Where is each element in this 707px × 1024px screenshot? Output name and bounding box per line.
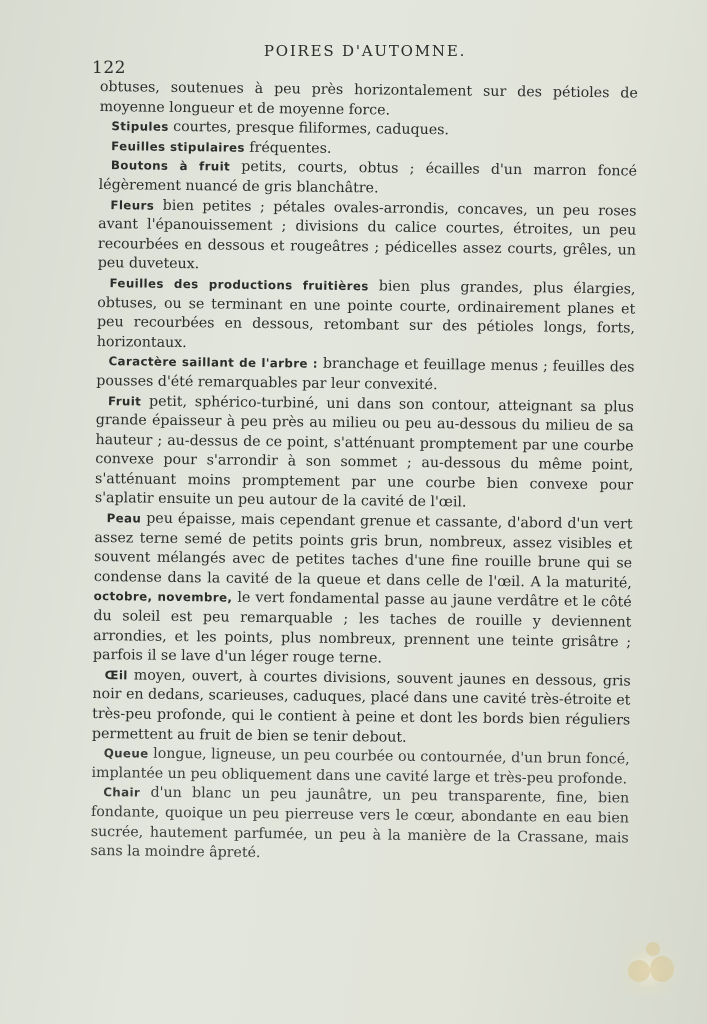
watermark-dot	[650, 956, 674, 982]
paragraph-text: petits, courts, obtus ; écailles d'un marron foncé légèrement nuancé de gris blanchâtre.	[98, 158, 637, 197]
paragraph-oeil	[92, 666, 631, 751]
paragraph-queue	[91, 744, 629, 790]
paragraph-term: Fleurs	[110, 197, 155, 213]
paragraph-chair	[90, 783, 629, 868]
paragraph-term: Œil	[104, 667, 128, 683]
paragraph-text: branchage et feuillage menus ; feuilles des pousses d'été remarquables par leur convexité.	[96, 355, 635, 394]
page-number: 122	[92, 58, 126, 78]
paragraph-term: Fruit	[107, 393, 142, 409]
paragraph-feuilles-productions	[97, 274, 636, 359]
paragraph-fruit	[95, 391, 634, 515]
paragraph-term: Stipules	[111, 119, 169, 135]
paragraph-term: Feuilles stipulaires	[111, 138, 245, 155]
paragraph-text: petit, sphérico-turbiné, uni dans son contour, atteignant sa plus grande épaisseur à peu près au milieu ou peu au-dessous du milieu de sa hauteur ; au-dessus de ce point, s'atténuant promptement par une courbe convexe pour s'arrondir à son sommet ; au-dessous du même point, s'atténuant moins promptement par une courbe bien convexe pour s'aplatir ensuite un peu autour de la cavité de l'œil.	[94, 393, 635, 511]
paragraph-term: Feuilles des productions fruitières	[109, 276, 369, 294]
paragraph-term: Caractère saillant de l'arbre :	[108, 354, 319, 371]
paragraph-text: courtes, presque filiformes, caduques.	[168, 119, 450, 139]
corner-watermark	[622, 938, 686, 996]
watermark-dot	[628, 960, 650, 982]
paragraph-text: moyen, ouvert, à courtes divisions, souvent jaunes en dessous, gris noir en dedans, scarieuses, caduques, placé dans une cavité très-étroite et très-peu profonde, qui le contient à peine et dont les bords bien réguliers permettent au fruit de bien se tenir debout.	[91, 667, 631, 746]
body-text	[90, 78, 638, 868]
paragraph-peau	[93, 509, 633, 672]
paragraph-text: obtuses, soutenues à peu près horizontalement sur des pétioles de moyenne longueur et de moyenne force.	[99, 78, 638, 119]
paragraph-text: longue, ligneuse, un peu courbée ou contournée, d'un brun foncé, implantée un peu obliquement dans une cavité large et très-peu profonde.	[91, 745, 630, 788]
watermark-dot	[646, 942, 660, 956]
paragraph-term-inline: octobre, novembre,	[93, 589, 233, 606]
paragraph	[100, 78, 638, 124]
paragraph-caractere	[96, 352, 634, 398]
paragraph-boutons	[99, 156, 637, 202]
paragraph-text: bien plus grandes, plus élargies, obtuses, ou se terminant en une pointe courte, ordinairement planes et peu recourbées en dessous, retombant sur des pétioles longs, forts, horizontaux.	[96, 278, 636, 351]
paragraph-term: Chair	[103, 785, 141, 800]
paragraph-term: Queue	[103, 746, 149, 761]
paragraph-text: bien petites ; pétales ovales-arrondis, concaves, un peu roses avant l'épanouissement ; divisions du calice courtes, étroites, un peu recourbées en dessous et rougeâtres ; pédicelles assez courts, grêles, un peu duveteux.	[97, 197, 637, 273]
running-title: POIRES D'AUTOMNE.	[263, 42, 467, 60]
paragraph-text: fréquentes.	[244, 139, 332, 157]
paragraph-text: d'un blanc un peu jaunâtre, un peu transparente, fine, bien fondante, quoique un peu pierreuse vers le cœur, abondante en eau bien sucrée, hautement parfumée, un peu à la manière de la Crassane, mais sans la moindre âpreté.	[90, 784, 630, 862]
paragraph-term: Boutons à fruit	[110, 158, 231, 174]
paragraph-text-continued: le vert fondamental passe au jaune verdâtre et le côté du soleil est peu remarquable ; les taches de rouille y deviennent arrondies, et les points, plus nombreux, prennent une teinte grisâtre ; parfois il se lave d'un léger rouge terne.	[92, 590, 632, 667]
paragraph-fleurs	[98, 196, 637, 281]
paragraph-text: peu épaisse, mais cependant grenue et cassante, d'abord d'un vert assez terne semé de petits points gris brun, nombreux, assez visibles et souvent mélangés avec de petites taches d'une fine rouille brune qui se condense dans la cavité de la queue et dans celle de l'œil. A la maturité,	[93, 510, 633, 592]
paragraph-term: Peau	[106, 511, 142, 526]
